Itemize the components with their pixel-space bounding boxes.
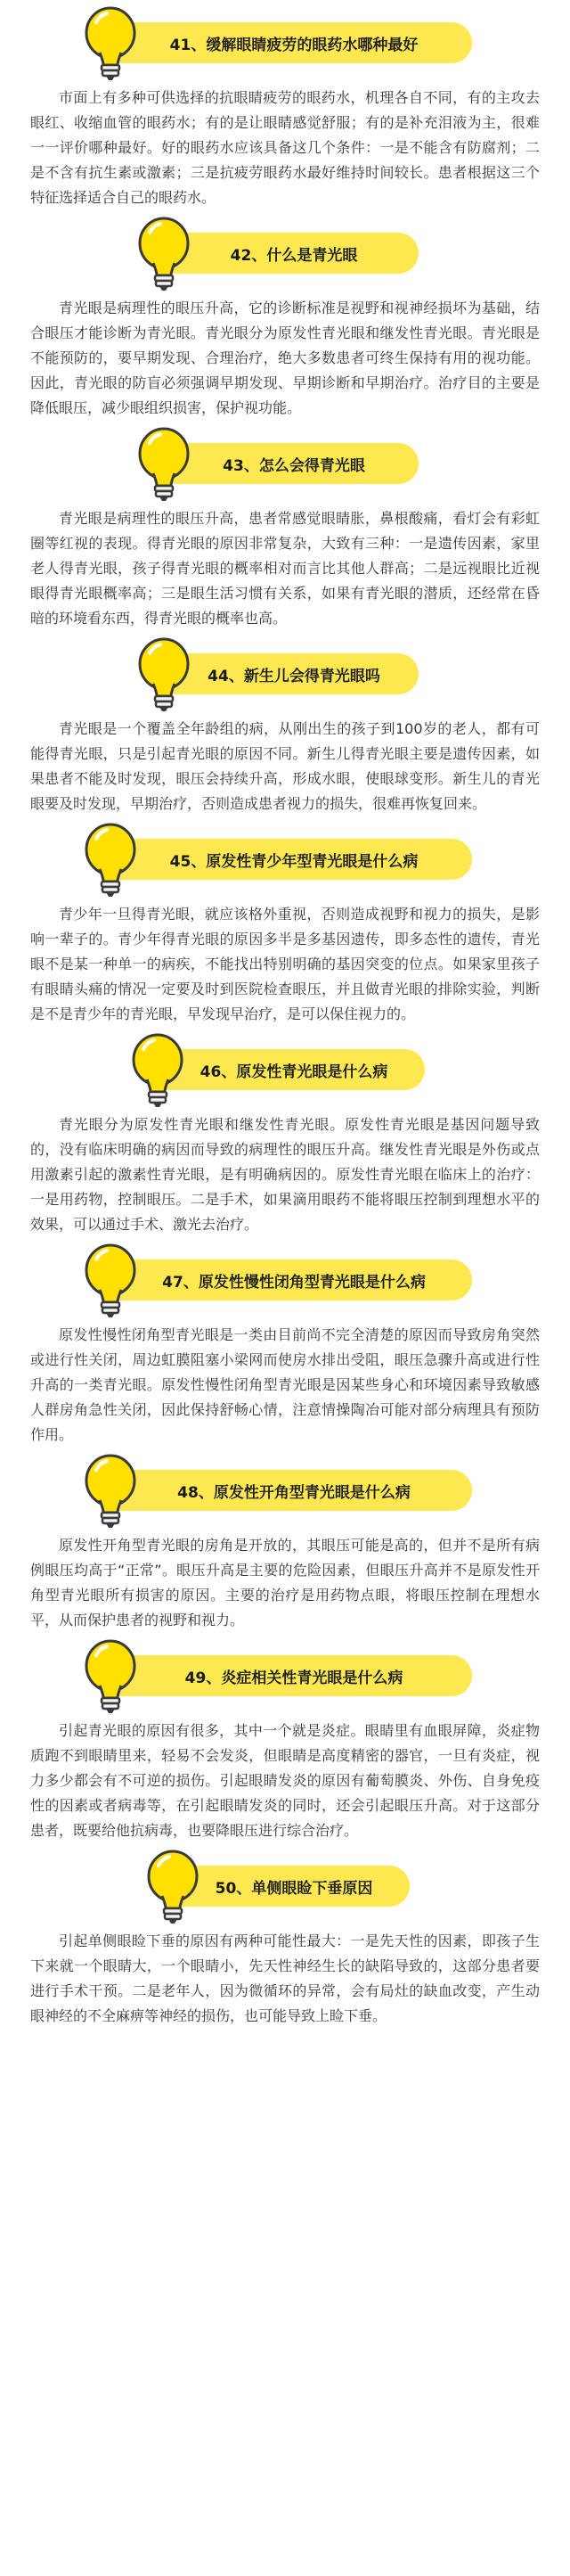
section-heading-row xyxy=(0,1027,570,1112)
section-heading-row xyxy=(0,0,570,86)
section-heading-pill xyxy=(98,839,472,880)
section-body: 引起青光眼的原因有很多，其中一个就是炎症。眼睛里有血眼屏障，炎症物质跑不到眼睛里来，轻易不会发炎，但眼睛是高度精密的器官，一旦有炎症，视力多少都会有不可逆的损伤。引起眼睛发炎的原因有葡萄膜炎、外伤、自身免疫性的因素或者病毒等，在引起眼睛发炎的同时，还会引起眼压升高。对于这部分患者，既要给他抗病毒，也要降眼压进行综合治疗。 xyxy=(30,1722,540,1839)
section-heading: 49、炎症相关性青光眼是什么病 xyxy=(184,1669,403,1687)
section-heading: 44、新生儿会得青光眼吗 xyxy=(208,667,380,685)
faq-section xyxy=(0,0,570,210)
faq-section xyxy=(0,421,570,631)
faq-section xyxy=(0,1237,570,1448)
section-heading-row xyxy=(0,1237,570,1323)
section-heading-pill xyxy=(151,443,419,484)
section-heading: 47、原发性慢性闭角型青光眼是什么病 xyxy=(162,1273,426,1292)
lightbulb-icon xyxy=(141,1846,205,1926)
section-heading-row xyxy=(0,631,570,717)
lightbulb-icon xyxy=(132,423,196,504)
section-heading-pill xyxy=(98,1655,472,1696)
section-heading-row xyxy=(0,1633,570,1719)
section-heading: 42、什么是青光眼 xyxy=(230,246,358,265)
faq-section xyxy=(0,210,570,421)
section-heading-pill xyxy=(98,1259,472,1300)
lightbulb-icon xyxy=(78,819,142,899)
section-body: 市面上有多种可供选择的抗眼睛疲劳的眼药水，机理各自不同，有的主攻去眼红、收缩血管的眼药水；有的是让眼睛感觉舒服；有的是补充泪液为主，很难一一评价哪种最好。好的眼药水应该具备这几个条件：一是不能含有防腐剂；二是不含有抗生素或激素；三是抗疲劳眼药水最好维持时间较长。患者根据这三个特征选择适合自己的眼药水。 xyxy=(30,89,540,206)
faq-section xyxy=(0,1843,570,2029)
lightbulb-icon xyxy=(132,634,196,714)
section-heading: 50、单侧眼睑下垂原因 xyxy=(215,1879,373,1898)
lightbulb-icon xyxy=(78,3,142,83)
section-heading: 41、缓解眼睛疲劳的眼药水哪种最好 xyxy=(169,36,419,54)
section-heading-pill xyxy=(98,22,472,63)
section-heading-row xyxy=(0,816,570,902)
faq-section xyxy=(0,1027,570,1237)
section-heading: 48、原发性开角型青光眼是什么病 xyxy=(177,1483,411,1502)
lightbulb-icon xyxy=(78,1240,142,1320)
faq-section xyxy=(0,631,570,816)
section-body: 青光眼分为原发性青光眼和继发性青光眼。原发性青光眼是基因问题导致的，没有临床明确的病因而导致的病理性的眼压升高。继发性青光眼是外伤或点用激素引起的激素性青光眼，是有明确病因的。原发性青光眼在临床上的治疗：一是用药物，控制眼压。二是手术，如果滴用眼药不能将眼压控制到理想水平的效果，可以通过手术、激光去治疗。 xyxy=(30,1116,540,1233)
section-heading-pill xyxy=(145,1049,426,1090)
lightbulb-icon xyxy=(126,1030,190,1110)
lightbulb-icon xyxy=(132,213,196,293)
section-heading-pill xyxy=(160,1866,411,1907)
section-body: 原发性慢性闭角型青光眼是一类由目前尚不完全清楚的原因而导致房角突然或进行性关闭，周边虹膜阻塞小梁网而使房水排出受阻，眼压急骤升高或进行性升高的一类青光眼。原发性慢性闭角型青光眼是因某些身心和环境因素导致敏感人群房角急性关闭，因此保持舒畅心情，注意情操陶冶可能对部分病理具有预防作用。 xyxy=(30,1326,540,1443)
section-body: 青光眼是病理性的眼压升高，它的诊断标准是视野和视神经损坏为基础，结合眼压才能诊断为青光眼。青光眼分为原发性青光眼和继发性青光眼。青光眼是不能预防的，要早期发现、合理治疗，绝大多数患者可终生保持有用的视功能。因此，青光眼的防盲必须强调早期发现、早期诊断和早期治疗。治疗目的主要是降低眼压，减少眼组织损害，保护视功能。 xyxy=(30,299,540,416)
section-heading-pill xyxy=(98,1470,472,1511)
faq-section xyxy=(0,1448,570,1633)
section-heading-pill xyxy=(151,653,419,694)
section-body: 原发性开角型青光眼的房角是开放的，其眼压可能是高的，但并不是所有病例眼压均高于“正常”。眼压升高是主要的危险因素，但眼压升高并不是原发性开角型青光眼所有损害的原因。主要的治疗是用药物点眼，将眼压控制在理想水平，从而保护患者的视野和视力。 xyxy=(30,1537,540,1628)
section-body: 青光眼是病理性的眼压升高，患者常感觉眼睛胀，鼻根酸痛，看灯会有彩虹圈等红视的表现。得青光眼的原因非常复杂，大致有三种：一是遗传因素，家里老人得青光眼，孩子得青光眼的概率相对而言比其他人群高；二是远视眼比近视眼得青光眼概率高；三是眼生活习惯有关系，如果有青光眼的潜质，还经常在昏暗的环境看东西，得青光眼的概率也高。 xyxy=(30,510,540,627)
section-heading: 45、原发性青少年型青光眼是什么病 xyxy=(169,852,419,871)
section-heading-row xyxy=(0,1448,570,1533)
section-body: 青少年一旦得青光眼，就应该格外重视，否则造成视野和视力的损失，是影响一辈子的。青少年得青光眼的原因多半是多基因遗传，即多态性的遗传，青光眼不是某一种单一的病疾，不能找出特别明确的基因突变的位点。如果家里孩子有眼睛头痛的情况一定要及时到医院检查眼压，并且做青光眼的排除实验，判断是不是青少年的青光眼，早发现早治疗，是可以保住视力的。 xyxy=(30,906,540,1022)
section-heading: 46、原发性青光眼是什么病 xyxy=(200,1062,388,1081)
section-body: 引起单侧眼睑下垂的原因有两种可能性最大：一是先天性的因素，即孩子生下来就一个眼睛大，一个眼睛小，先天性神经生长的缺陷导致的，这部分患者要进行手术干预。二是老年人，因为微循环的异常，会有局灶的缺血改变，产生动眼神经的不全麻痹等神经的损伤，也可能导致上睑下垂。 xyxy=(30,1932,540,2024)
faq-section xyxy=(0,816,570,1027)
section-heading-pill xyxy=(151,233,419,274)
section-heading: 43、怎么会得青光眼 xyxy=(223,456,365,475)
section-heading-row xyxy=(0,1843,570,1929)
section-body: 青光眼是一个覆盖全年龄组的病，从刚出生的孩子到100岁的老人，都有可能得青光眼，只是引起青光眼的原因不同。新生儿得青光眼主要是遗传因素，如果患者不能及时发现，眼压会持续升高，形成水眼，使眼球变形。新生儿的青光眼要及时发现，早期治疗，否则造成患者视力的损失，很难再恢复回来。 xyxy=(30,720,540,812)
section-heading-row xyxy=(0,210,570,296)
lightbulb-icon xyxy=(78,1450,142,1530)
faq-section xyxy=(0,1633,570,1843)
section-heading-row xyxy=(0,421,570,506)
lightbulb-icon xyxy=(78,1636,142,1716)
